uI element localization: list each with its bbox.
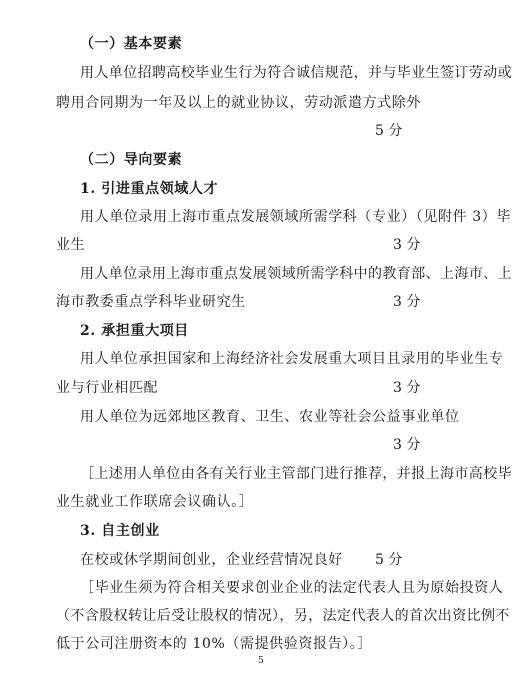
startup-score: 5 分 [375, 552, 403, 568]
startup-note-line1: ［毕业生须为符合相关要求创业企业的法定代表人且为原始投资人 [80, 580, 504, 596]
talent-heading: 1. 引进重点领域人才 [80, 181, 219, 197]
basic-text-line2: 聘用合同期为一年及以上的就业协议，劳动派遣方式除外 [56, 95, 421, 111]
project-note-line2: 业生就业工作联席会议确认。］ [56, 494, 254, 510]
project-note-line1: ［上述用人单位由各有关行业主管部门进行推荐，并报上海市高校毕 [80, 466, 512, 482]
talent-a-line2: 业生 [56, 237, 86, 253]
project-a-score: 3 分 [393, 380, 421, 396]
project-b-score: 3 分 [393, 437, 421, 453]
talent-b-score: 3 分 [393, 294, 421, 310]
project-a-line2: 业与行业相匹配 [56, 380, 159, 396]
page-number: 5 [258, 656, 264, 666]
startup-line1: 在校或休学期间创业，企业经营情况良好 [80, 552, 343, 568]
project-heading: 2. 承担重大项目 [80, 323, 189, 339]
project-a-line1: 用人单位承担国家和上海经济社会发展重大项目且录用的毕业生专 [80, 351, 504, 367]
talent-b-line2: 海市教委重点学科毕业研究生 [56, 294, 246, 310]
talent-a-score: 3 分 [393, 237, 421, 253]
guide-elements-heading: （二）导向要素 [80, 152, 183, 168]
startup-note-line3: 低于公司注册资本的 10%（需提供验资报告）。］ [56, 636, 372, 652]
talent-a-line1: 用人单位录用上海市重点发展领域所需学科（专业）（见附件 3）毕 [80, 209, 511, 225]
startup-note-line2: （不含股权转让后受让股权的情况），另，法定代表人的首次出资比例不 [56, 608, 510, 624]
project-b-line1: 用人单位为远郊地区教育、卫生、农业等社会公益事业单位 [80, 409, 460, 425]
basic-elements-heading: （一）基本要素 [80, 36, 183, 52]
basic-score: 5 分 [375, 123, 403, 139]
startup-heading: 3. 自主创业 [80, 523, 160, 539]
basic-text-line1: 用人单位招聘高校毕业生行为符合诚信规范，并与毕业生签订劳动或 [80, 65, 512, 81]
talent-b-line1: 用人单位录用上海市重点发展领域所需学科中的教育部、上海市、上 [80, 266, 512, 282]
